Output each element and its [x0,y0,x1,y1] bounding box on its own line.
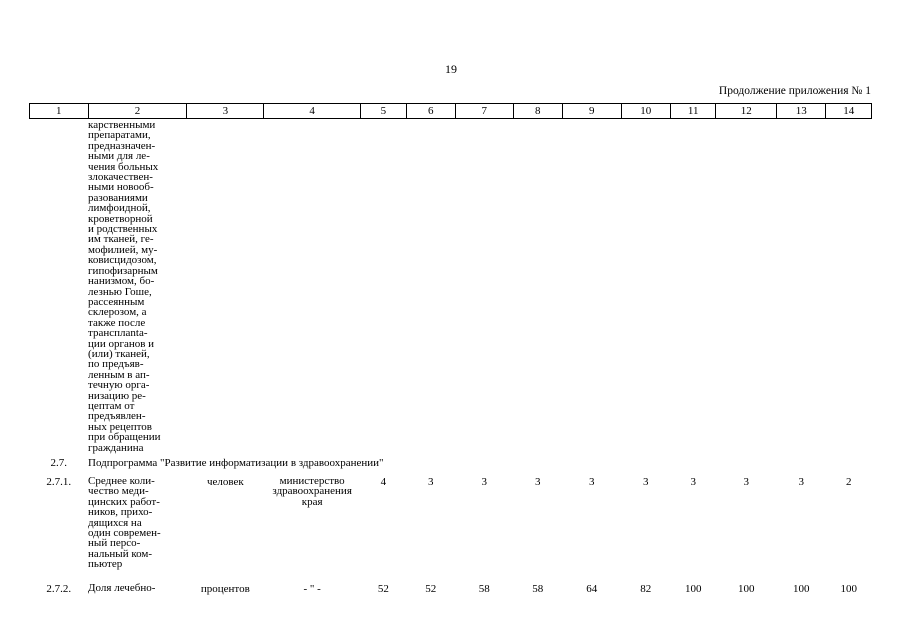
column-header: 3 [187,104,264,119]
value-cell: 3 [743,476,749,488]
table-row [30,570,872,595]
value-cell: 58 [478,582,490,595]
column-header: 1 [30,104,89,119]
row-number: 2.7.1. [46,476,72,488]
column-header: 4 [264,104,361,119]
column-header: 14 [826,104,872,119]
value-cell: 64 [586,582,598,595]
header-row [30,104,872,119]
column-header: 8 [513,104,562,119]
column-header: 13 [777,104,826,119]
row-number: 2.7.2. [46,582,72,595]
subprogram-title: Подпрограмма "Развитие информатизации в здравоохранении" [88,457,384,469]
value-cell: 3 [798,476,804,488]
column-header: 7 [456,104,514,119]
value-cell: 100 [792,582,810,595]
value-cell: 52 [425,582,437,595]
value-cell: 58 [532,582,544,595]
executor-cell: министерство здравоохранения края [272,475,352,508]
value-cell: 2 [845,476,852,488]
column-header: 11 [671,104,716,119]
value-cell: 3 [535,476,541,488]
column-header: 9 [563,104,622,119]
continued-row [30,119,872,454]
table-row [30,469,872,570]
column-header: 5 [361,104,406,119]
column-header: 2 [88,104,187,119]
value-cell: 3 [643,476,649,488]
indicator-text: Среднее коли- чество меди- цинских работ- ников, прихо- дящихся на один современ- ный персо- нальный ком- пьютер [88,475,161,571]
unit-cell: человек [206,476,244,488]
value-cell: 3 [481,476,488,488]
value-cell: 3 [428,476,434,488]
page-number: 19 [445,62,457,76]
value-cell: 100 [737,582,755,595]
continued-indicator-text: карственными препаратами, предназначен- ными для ле- чения больных злокачествен- ными новооб- разованиями лимфоидной, кроветворной и родственных им тканей, ге- мофилией, му- ковисцидозом, гипофизарным нанизмом, бо- лезнью Гоше, рассеянным склерозом, а также после трансплanta- ции органов и (или) тканей, по предъяв- ленным в ап- течную орга- низацию ре- цептам от предъявлен- ных рецептов при обращении гражданина [88,119,161,454]
executor-cell: - " - [303,582,321,595]
indicator-text: Доля лечебно- [88,581,156,594]
value-cell: 100 [840,582,857,595]
unit-cell: процентов [200,582,250,595]
subprogram-number: 2.7. [50,457,68,469]
value-cell: 52 [377,582,389,595]
value-cell: 82 [640,582,652,595]
value-cell: 100 [684,582,702,595]
subprogram-row [30,453,872,469]
column-header: 12 [716,104,777,119]
column-header: 10 [621,104,670,119]
value-cell: 4 [380,476,387,488]
indicators-table [29,103,872,595]
value-cell: 3 [589,476,595,488]
column-header: 6 [406,104,455,119]
value-cell: 3 [690,476,696,488]
continuation-note: Продолжение приложения № 1 [718,85,871,97]
